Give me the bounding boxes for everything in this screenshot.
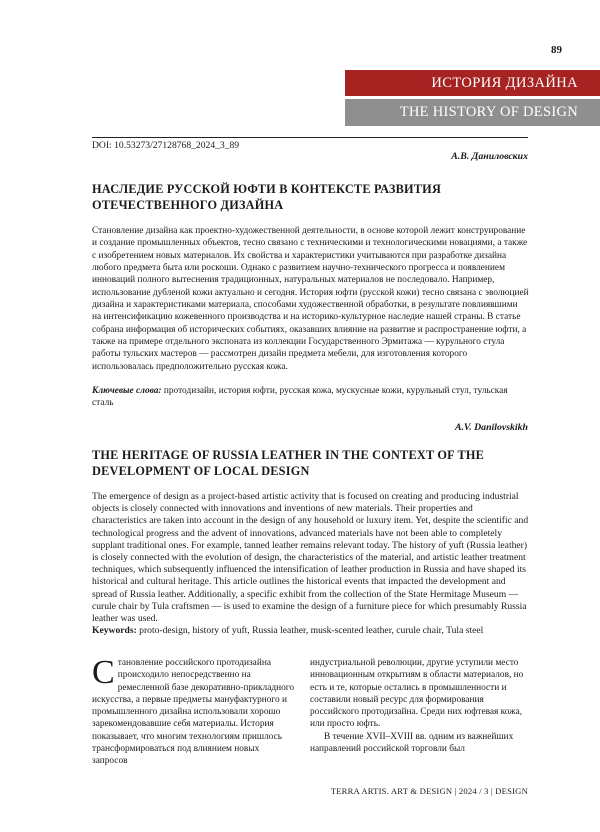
keywords-en xyxy=(92,625,529,637)
section-banner-en: THE HISTORY OF DESIGN xyxy=(345,99,600,126)
body-left-text: тановление российского протодизайна происходило непосредственно на ремесленной базе декоративно-прикладного искусства, а первые предметы мануфактурного и промышленного дизайна использовали хорошо зарекомендовавшие себя материалы. История показывает, что многим технологиям пришлось трансформироваться под влиянием новых запросов xyxy=(92,658,295,767)
article-title-ru: НАСЛЕДИЕ РУССКОЙ ЮФТИ В КОНТЕКСТЕ РАЗВИТИЯ ОТЕЧЕСТВЕННОГО ДИЗАЙНА xyxy=(92,182,442,212)
body-left-column xyxy=(92,654,297,768)
section-banner-ru: ИСТОРИЯ ДИЗАЙНА xyxy=(345,70,600,96)
drop-cap: С xyxy=(92,654,115,691)
article-title-en: THE HERITAGE OF RUSSIA LEATHER IN THE CONTEXT OF THE DEVELOPMENT OF LOCAL DESIGN xyxy=(92,448,485,478)
author-en: A.V. Danilovskikh xyxy=(454,422,528,433)
keywords-label-en: Keywords: xyxy=(92,625,137,636)
keywords-label-ru: Ключевые слова: xyxy=(92,386,162,396)
author-ru: А.В. Даниловских xyxy=(451,151,528,162)
keywords-text-en: proto-design, history of yuft, Russia leather, musk-scented leather, curule chair, Tula steel xyxy=(136,625,484,636)
abstract-en: The emergence of design as a project-based artistic activity that is focused on creating and producing industrial objects is closely connected with innovations and inventions of new materials. Their properties and characteristics are taken into account in the design of any household or luxury item. Yet, despite the scientific and technological progress and the advent of innovations, advanced materials have not been able to completely supplant traditional ones. For example, tanned leather remains relevant today. The history of yuft (Russia leather) is closely connected with the evolution of design, the characteristics of the material, and artistic leather treatment techniques, which subsequently influenced the intensification of leather production in Russia and have shaped its historical and cultural heritage. This article outlines the historical events that impacted the development and spread of Russia leather. Additionally, a specific exhibit from the collection of the State Hermitage Museum — curule chair by Tula craftsmen — is used to examine the design of a furniture piece for which presumably Russia leather was used. xyxy=(92,491,529,625)
body-right-column xyxy=(310,657,528,755)
abstract-ru: Становление дизайна как проектно-художественной деятельности, в основе которой лежит конструирование и создание промышленных объектов, тесно связано с техническими и технологическими новациями, а также с изобретением новых материалов. Их свойства и характеристики учитываются при разработке дизайна любого предмета быта или роскоши. Однако с развитием научно-технического прогресса и появлением инноваций полного вытеснения традиционных, натуральных материалов не последовало. Например, использование дубленой кожи актуально и сегодня. История юфти (русской кожи) тесно связана с эволюцией дизайна и характеристиками материала, способами художественной обработки, в результате повлиявшими на интенсификацию кожевенного производства и на историко-культурное наследие нашей страны. В статье собрана информация об исторических событиях, оказавших влияние на развитие и распространение юфти, а также на примере отдельного экспоната из коллекции Государственного Эрмитажа — курульного стула работы тульских мастеров — рассмотрен дизайн предмета мебели, для изготовления которого использовалась предположительно русская кожа. xyxy=(92,226,529,372)
doi: DOI: 10.53273/27128768_2024_3_89 xyxy=(92,137,528,151)
body-right-paragraph-1: индустриальной революции, другие уступили место инновационным открытиям в области материалов, но есть и те, которые остались в промышленности и составили новый ресурс для формирования российского протодизайна. Среди них юфтевая кожа, или просто юфть. xyxy=(310,658,524,730)
page-number: 89 xyxy=(551,44,562,56)
journal-footer: TERRA ARTIS. ART & DESIGN | 2024 / 3 | DESIGN xyxy=(330,786,528,796)
keywords-ru xyxy=(92,385,529,410)
body-right-paragraph-2: В течение XVII–XVIII вв. одним из важнейших направлений российской торговли был xyxy=(310,731,514,755)
keywords-text-ru: протодизайн, история юфти, русская кожа, мускусные кожи, курульный стул, тульская сталь xyxy=(92,386,508,409)
